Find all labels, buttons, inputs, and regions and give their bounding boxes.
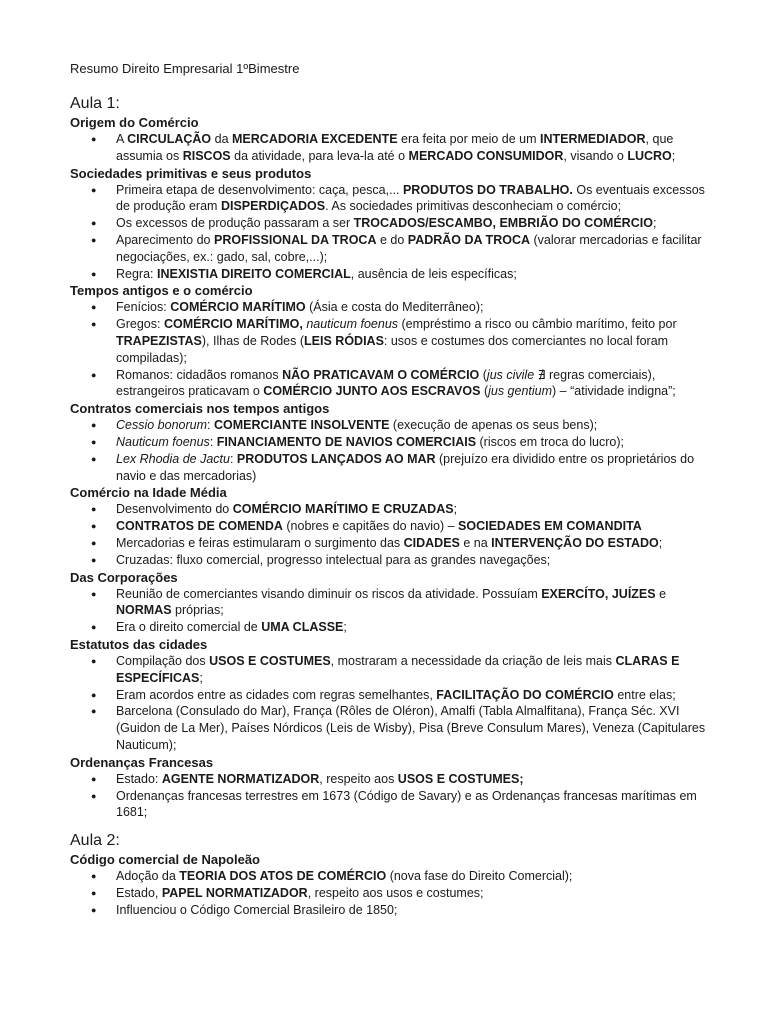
bold-text: CLARAS E ESPECÍFICAS [116, 653, 680, 685]
bold-text: AGENTE NORMATIZADOR [161, 771, 320, 786]
list-item [70, 501, 710, 518]
bullet-list [70, 417, 710, 484]
text-run: Fenícios: [116, 300, 171, 315]
bold-text: USOS E COSTUMES [209, 653, 331, 668]
list-item [70, 868, 710, 885]
text-run: (nobres e capitães do navio) – [282, 519, 459, 534]
bold-text: UMA CLASSE [261, 620, 344, 635]
text-run: Eram acordos entre as cidades com regras semelhantes, [116, 687, 437, 702]
bold-text: DISPERDIÇADOS [220, 199, 326, 214]
list-item [70, 434, 710, 451]
bold-text: USOS E COSTUMES; [397, 771, 524, 786]
bold-text: TEORIA DOS ATOS DE COMÉRCIO [179, 869, 387, 884]
bold-text: LEIS RÓDIAS [304, 333, 384, 348]
text-run: Primeira etapa de desenvolvimento: caça, pesca,... [116, 182, 403, 197]
bold-text: NORMAS [116, 603, 172, 618]
list-item [70, 586, 710, 620]
section-title: Estatutos das cidades [70, 636, 208, 652]
section-title: Origem do Comércio [70, 115, 199, 130]
italic-text: jus gentium [488, 384, 553, 399]
text-run: ), Ilhas de Rodes ( [201, 333, 305, 348]
text-run: ; [671, 148, 676, 163]
bold-text: COMÉRCIO MARÍTIMO E CRUZADAS [232, 502, 454, 517]
list-item [70, 885, 710, 902]
text-run: Influenciou o Código Comercial Brasileiro de 1850; [116, 902, 398, 917]
text-run: : [209, 434, 217, 449]
list-item [70, 535, 710, 552]
text-run: (prejuízo era dividido entre os proprietários do navio e das mercadorias) [116, 451, 695, 483]
bullet-list [70, 299, 710, 400]
bold-text: COMÉRCIO MARÍTIMO, [163, 317, 303, 332]
bold-text: MERCADORIA EXCEDENTE [232, 132, 398, 146]
bold-text: COMÉRCIO JUNTO AOS ESCRAVOS [263, 384, 481, 399]
section-title: Contratos comerciais nos tempos antigos [70, 401, 330, 417]
text-run: , que assumia os [116, 132, 674, 163]
text-run: entre elas; [613, 687, 676, 702]
bold-text: LUCRO [627, 148, 672, 163]
text-run: ; [658, 535, 663, 550]
bold-text: PROFISSIONAL DA TROCA [213, 232, 377, 247]
text-run: (nova fase do Direito Comercial); [386, 869, 573, 884]
section-title: Sociedades primitivas e seus produtos [70, 165, 312, 181]
bullet-list [70, 182, 710, 283]
list-item [70, 215, 710, 232]
section-title: Ordenanças Francesas [70, 754, 214, 770]
bold-text: FINANCIAMENTO DE NAVIOS COMERCIAIS [216, 434, 477, 449]
bold-text: EXERCÍTO, JUÍZES [541, 586, 656, 601]
bold-text: SOCIEDADES EM COMANDITA [458, 519, 642, 534]
bold-text: MERCADO CONSUMIDOR [408, 148, 564, 163]
text-run: da [211, 132, 233, 146]
list-item [70, 451, 710, 485]
text-run: : [207, 418, 214, 433]
text-run: Reunião de comerciantes visando diminuir os riscos da atividade. Possuíam [116, 586, 542, 601]
bullet-list [70, 868, 710, 918]
text-run: Cruzadas: fluxo comercial, progresso intelectual para as grandes navegações; [116, 552, 551, 567]
text-run: ; [652, 216, 657, 231]
lesson-heading: Aula 2: [70, 832, 120, 850]
bold-text: CIRCULAÇÃO [127, 132, 212, 146]
text-run: (riscos em troca do lucro); [476, 434, 625, 449]
bold-text: TRAPEZISTAS [116, 333, 202, 348]
text-run: ; [199, 670, 203, 685]
text-run: Romanos: cidadãos romanos [116, 367, 283, 382]
section-title: Comércio na Idade Média [70, 485, 227, 501]
text-run: e do [376, 232, 408, 247]
bold-text: NÃO PRATICAVAM O COMÉRCIO [282, 367, 480, 382]
bold-text: PRODUTOS DO TRABALHO. [402, 182, 573, 197]
bold-text: CONTRATOS DE COMENDA [116, 519, 283, 534]
text-run: Gregos: [116, 317, 164, 332]
list-item [70, 299, 710, 316]
bold-text: INTERMEDIADOR [539, 132, 646, 146]
text-run: Era o direito comercial de [116, 620, 262, 635]
text-run: Aparecimento do [116, 232, 214, 247]
text-run: (valorar mercadorias e facilitar negociações, ex.: gado, sal, cobre,...); [116, 232, 702, 264]
section-title: Das Corporações [70, 569, 178, 585]
italic-text: jus civile [486, 367, 535, 382]
text-run: , mostraram a necessidade da criação de leis mais [330, 653, 616, 668]
text-run: ( [480, 384, 489, 399]
list-item [70, 552, 710, 569]
italic-text: Lex Rhodia de Jactu [116, 451, 230, 466]
bold-text: PRODUTOS LANÇADOS AO MAR [236, 451, 436, 466]
list-item [70, 518, 710, 535]
list-item [70, 131, 710, 165]
document-body [70, 60, 710, 918]
text-run: (empréstimo a risco ou câmbio marítimo, feito por [398, 317, 677, 332]
text-run: : [229, 451, 237, 466]
text-run: Adoção da [116, 869, 180, 884]
text-run: e [655, 586, 667, 601]
bold-text: TROCADOS/ESCAMBO, EMBRIÃO DO COMÉRCIO [353, 216, 653, 231]
text-run: Mercadorias e feiras estimularam o surgimento das [116, 535, 404, 550]
list-item [70, 619, 710, 636]
text-run: Barcelona (Consulado do Mar), França (Rôles de Oléron), Amalfi (Tabla Almalfitana), França Séc. XVI (Guidon de La Mer), Países Nórdicos (Leis de Wisby), Pisa (Breve Consulum Mares), Veneza (Capitulares Nauticum); [116, 704, 706, 752]
list-item [70, 771, 710, 788]
text-run: ( [479, 367, 487, 382]
text-run: Regra: [116, 266, 157, 281]
italic-text: Cessio bonorum [116, 418, 208, 433]
bold-text: FACILITAÇÃO DO COMÉRCIO [436, 687, 614, 702]
text-run: ) – “atividade indigna”; [552, 384, 676, 399]
list-item [70, 687, 710, 704]
bold-text: CIDADES [403, 535, 460, 550]
text-run: Desenvolvimento do [116, 502, 233, 517]
italic-text: Nauticum foenus [116, 434, 210, 449]
text-run: ∄ regras comerciais), estrangeiros praticavam o [116, 367, 656, 399]
lesson-heading: Aula 1: [70, 95, 120, 112]
list-item [70, 788, 710, 822]
text-run: Estado: [116, 771, 162, 786]
text-run: (execução de apenas os seus bens); [389, 418, 598, 433]
list-item [70, 653, 710, 687]
section-title: Código comercial de Napoleão [70, 852, 260, 868]
bold-text: PAPEL NORMATIZADOR [161, 885, 308, 900]
bold-text: INEXISTIA DIREITO COMERCIAL [157, 266, 351, 281]
text-run: da atividade, para leva-la até o [230, 148, 409, 163]
bold-text: INTERVENÇÃO DO ESTADO [491, 535, 659, 550]
text-run: , visando o [563, 148, 628, 163]
list-item [70, 703, 710, 753]
text-run: , respeito aos usos e costumes; [307, 885, 484, 900]
text-run: era feita por meio de um [397, 132, 540, 146]
list-item [70, 182, 710, 216]
bold-text: RISCOS [182, 148, 231, 163]
list-item [70, 902, 710, 919]
text-run: Estado, [116, 885, 162, 900]
text-run: : usos e costumes dos comerciantes no local foram compiladas); [116, 333, 669, 365]
bold-text: PADRÃO DA TROCA [407, 232, 530, 247]
text-run: próprias; [171, 603, 224, 618]
text-run: ; [453, 502, 458, 517]
list-item [70, 232, 710, 266]
bullet-list [70, 771, 710, 821]
text-run: , ausência de leis específicas; [350, 266, 517, 281]
list-item [70, 367, 710, 401]
text-run: A [116, 132, 128, 146]
text-run: . As sociedades primitivas desconheciam o comércio; [325, 199, 622, 214]
list-item [70, 266, 710, 283]
list-item [70, 417, 710, 434]
bullet-list [70, 131, 710, 165]
bullet-list [70, 653, 710, 754]
text-run: e na [459, 535, 492, 550]
document-title: Resumo Direito Empresarial 1ºBimestre [70, 61, 300, 76]
text-run: Os excessos de produção passaram a ser [116, 216, 354, 231]
text-run: (Ásia e costa do Mediterrâneo); [305, 300, 484, 315]
bullet-list [70, 586, 710, 636]
text-run: ; [343, 620, 347, 635]
section-title: Tempos antigos e o comércio [70, 283, 253, 299]
bold-text: COMERCIANTE INSOLVENTE [213, 418, 390, 433]
text-run: Compilação dos [116, 653, 210, 668]
text-run: Os eventuais excessos de produção eram [116, 182, 705, 214]
italic-text: nauticum foenus [306, 317, 399, 332]
text-run: , respeito aos [319, 771, 398, 786]
bold-text: COMÉRCIO MARÍTIMO [170, 300, 306, 315]
text-run: Ordenanças francesas terrestres em 1673 (Código de Savary) e as Ordenanças francesas marítimas em 1681; [116, 788, 697, 820]
list-item [70, 316, 710, 366]
bullet-list [70, 501, 710, 568]
